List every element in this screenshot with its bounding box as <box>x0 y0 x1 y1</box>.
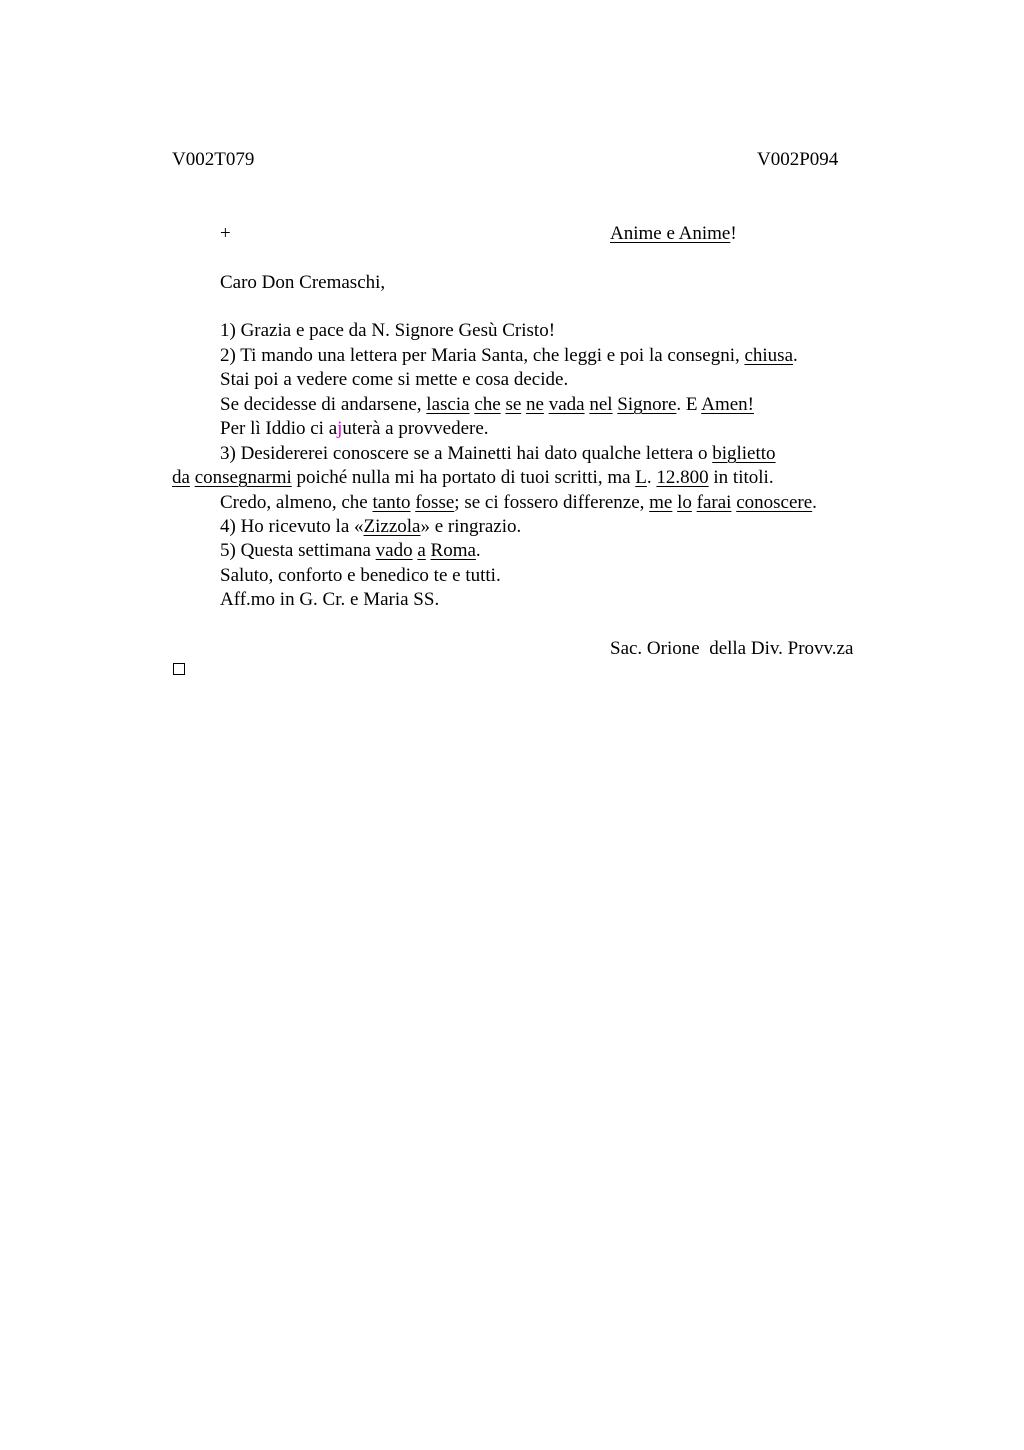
underlined-word: se <box>505 394 522 415</box>
body-line-4 <box>220 395 754 414</box>
underlined-word: Roma <box>430 540 476 561</box>
underlined-word: vada <box>548 394 585 415</box>
highlighted-letter: j <box>337 418 343 439</box>
underlined-word: chiusa <box>744 345 794 366</box>
text-run: poiché nulla mi ha portato di tuoi scritti, ma <box>291 467 636 488</box>
underlined-word: ne <box>526 394 544 415</box>
body-line-11: Saluto, conforto e benedico te e tutti. <box>220 565 501 586</box>
underlined-word: me <box>649 492 673 513</box>
underlined-word: consegnarmi <box>194 467 292 488</box>
signature: Sac. Orione della Div. Provv.za <box>610 638 854 659</box>
underlined-word: conoscere <box>736 492 813 513</box>
end-mark-square-icon <box>173 663 185 675</box>
motto-punct: ! <box>730 223 737 244</box>
text-run: 4) Ho ricevuto la « <box>220 516 364 537</box>
underlined-word: vado <box>375 540 413 561</box>
cross-mark: + <box>220 223 231 244</box>
underlined-word: nel <box>589 394 613 415</box>
text-run: uterà a provvedere. <box>342 418 489 439</box>
doc-code-right: V002P094 <box>757 149 839 170</box>
text-run: 2) Ti mando una lettera per Maria Santa, che leggi e poi la consegni, <box>220 345 745 366</box>
underlined-word: Amen! <box>701 394 754 415</box>
underlined-word: biglietto <box>712 443 776 464</box>
text-run: . <box>793 345 798 366</box>
underlined-word: tanto <box>372 492 411 513</box>
text-run: . E <box>676 394 702 415</box>
text-run: 5) Questa settimana <box>220 540 376 561</box>
text-run: Per lì Iddio ci a <box>220 418 338 439</box>
body-line-3: Stai poi a vedere come si mette e cosa decide. <box>220 369 569 390</box>
body-line-7 <box>172 468 774 487</box>
text-run: Credo, almeno, che <box>220 492 373 513</box>
underlined-word: 12.800 <box>656 467 709 488</box>
underlined-word: lo <box>677 492 692 513</box>
underlined-word: a <box>417 540 426 561</box>
text-run: in titoli. <box>708 467 774 488</box>
underlined-word: farai <box>696 492 732 513</box>
text-run: » e ringrazio. <box>420 516 522 537</box>
body-line-12: Aff.mo in G. Cr. e Maria SS. <box>220 589 440 610</box>
doc-code-left: V002T079 <box>172 149 255 170</box>
underlined-word: fosse <box>415 492 455 513</box>
underlined-word: che <box>474 394 501 415</box>
text-run: Se decidesse di andarsene, <box>220 394 427 415</box>
motto-text: Anime e Anime <box>610 223 731 244</box>
text-run: . <box>812 492 817 513</box>
body-line-1: 1) Grazia e pace da N. Signore Gesù Cristo! <box>220 320 556 341</box>
body-line-8 <box>220 493 817 512</box>
underlined-word: Zizzola <box>363 516 421 537</box>
underlined-word: Signore <box>617 394 677 415</box>
motto <box>610 224 737 243</box>
underlined-word: da <box>172 467 190 488</box>
body-line-6 <box>220 444 776 463</box>
text-run: 3) Desidererei conoscere se a Mainetti hai dato qualche lettera o <box>220 443 713 464</box>
body-line-9 <box>220 517 521 536</box>
text-run: ; se ci fossero differenze, <box>454 492 650 513</box>
body-line-2 <box>220 346 798 365</box>
underlined-word: lascia <box>426 394 470 415</box>
underlined-word: L <box>635 467 647 488</box>
body-line-10 <box>220 541 481 560</box>
salutation: Caro Don Cremaschi, <box>220 272 386 293</box>
body-line-5 <box>220 419 489 438</box>
text-run: . <box>646 467 657 488</box>
text-run: . <box>475 540 481 561</box>
